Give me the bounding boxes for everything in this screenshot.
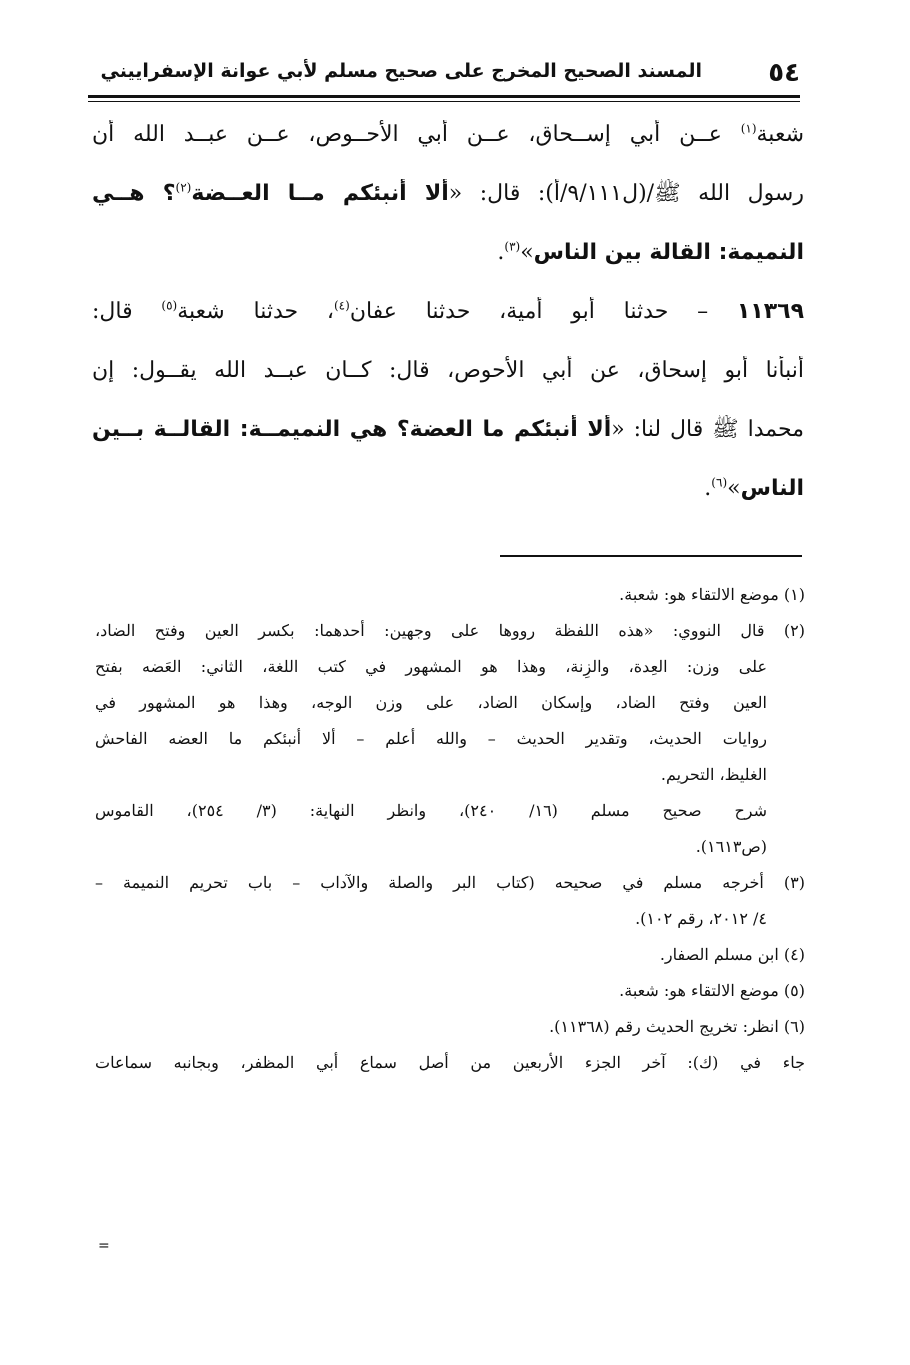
text-run: – حدثنا أبو أمية، حدثنا عفان xyxy=(349,299,737,324)
footnote-4: (٤) ابن مسلم الصفار. xyxy=(659,945,805,964)
running-title: المسند الصحيح المخرج على صحيح مسلم لأبي عوانة الإسفراييني xyxy=(100,60,702,82)
text-run: . xyxy=(704,476,712,501)
text-run: » xyxy=(520,240,534,265)
text-run: قال: xyxy=(92,299,162,324)
footnote-separator xyxy=(500,555,802,557)
hadith-text: ألا أنبئكم ما العضة؟ هي النميمــة: القالــة بــين xyxy=(92,417,612,442)
main-text xyxy=(92,120,804,533)
footnote-5: (٥) موضع الالتقاء هو: شعبة. xyxy=(619,981,805,1000)
footnote-ref: (٥) xyxy=(161,298,178,313)
footnote-2-line-1: (٢) قال النووي: «هذه اللفظة رووها على وجهين: أحدهما: بكسر العين وفتح الضاد، xyxy=(95,621,805,640)
footnote-ref: (١) xyxy=(740,121,757,136)
manuscript-note: جاء في (ك): آخر الجزء الأربعين من أصل سماع أبي المظفر، وبجانبه سماعات xyxy=(95,1053,805,1072)
text-run: محمدا ﷺ قال لنا: « xyxy=(611,417,804,442)
footnote-2-line-6: شرح صحيح مسلم (١٦/ ٢٤٠)، وانظر النهاية: (٣/ ٢٥٤)، القاموس xyxy=(95,801,768,820)
hadith-text: الناس xyxy=(740,476,804,501)
footnote-2-line-7: (ص١٦١٣). xyxy=(695,837,767,856)
continuation-mark: = xyxy=(98,1238,110,1254)
page-number: ٥٤ xyxy=(768,58,800,88)
footnote-ref: (٣) xyxy=(504,239,521,254)
p2-line-2 xyxy=(92,356,804,415)
footnote-3-line-1: (٣) أخرجه مسلم في صحيحه (كتاب البر والصلة والآداب – باب تحريم النميمة – xyxy=(95,873,805,892)
hadith-text: ؟ هــي xyxy=(92,181,176,206)
text-run: » xyxy=(727,476,741,501)
page-header xyxy=(88,58,800,94)
text-run: عــن أبي إســحاق، عــن أبي الأحــوص، عــن عبــد الله أن xyxy=(92,122,741,147)
text-run: رسول الله ﷺ/(ل٩/١١١/أ): قال: « xyxy=(448,181,804,206)
footnote-2-line-2: على وزن: العِدة، والزِنة، وهذا هو المشهور في كتب اللغة، الثاني: العَضه بفتح xyxy=(95,657,767,676)
text-run: ، حدثنا شعبة xyxy=(177,299,334,324)
text-run: شعبة xyxy=(756,122,804,147)
footnote-1: (١) موضع الالتقاء هو: شعبة. xyxy=(619,585,805,604)
footnote-2-line-4: روايات الحديث، وتقدير الحديث – والله أعلم – ألا أنبئكم ما العضه الفاحش xyxy=(95,729,767,748)
footnote-2-line-3: العين وفتح الضاد، وإسكان الضاد، على وزن الوجه، وهذا هو المشهور في xyxy=(95,693,767,712)
header-rule-thick xyxy=(88,95,800,98)
footnote-ref: (٦) xyxy=(711,475,728,490)
header-rule-thin xyxy=(88,101,800,102)
text-run: . xyxy=(497,240,505,265)
p1-line-2 xyxy=(92,179,804,238)
p1-line-3 xyxy=(92,238,804,297)
p1-line-1 xyxy=(92,120,804,179)
hadith-text: ألا أنبئكم مــا العــضة xyxy=(191,181,449,206)
footnotes xyxy=(95,585,805,1089)
text-run: أنبأنا أبو إسحاق، عن أبي الأحوص، قال: كــان عبــد الله يقــول: إن xyxy=(92,358,804,383)
footnote-ref: (٢) xyxy=(175,180,192,195)
footnote-6: (٦) انظر: تخريج الحديث رقم (١١٣٦٨). xyxy=(549,1017,805,1036)
p2-line-3 xyxy=(92,415,804,474)
hadith-text: النميمة: القالة بين الناس xyxy=(533,240,804,265)
footnote-2-line-5: الغليظ، التحريم. xyxy=(660,765,767,784)
p2-line-1 xyxy=(92,297,804,356)
footnote-3-line-2: ٤/ ٢٠١٢، رقم ١٠٢). xyxy=(635,909,767,928)
footnote-ref: (٤) xyxy=(333,298,350,313)
p2-line-4 xyxy=(92,474,804,533)
hadith-number: ١١٣٦٩ xyxy=(736,299,804,324)
